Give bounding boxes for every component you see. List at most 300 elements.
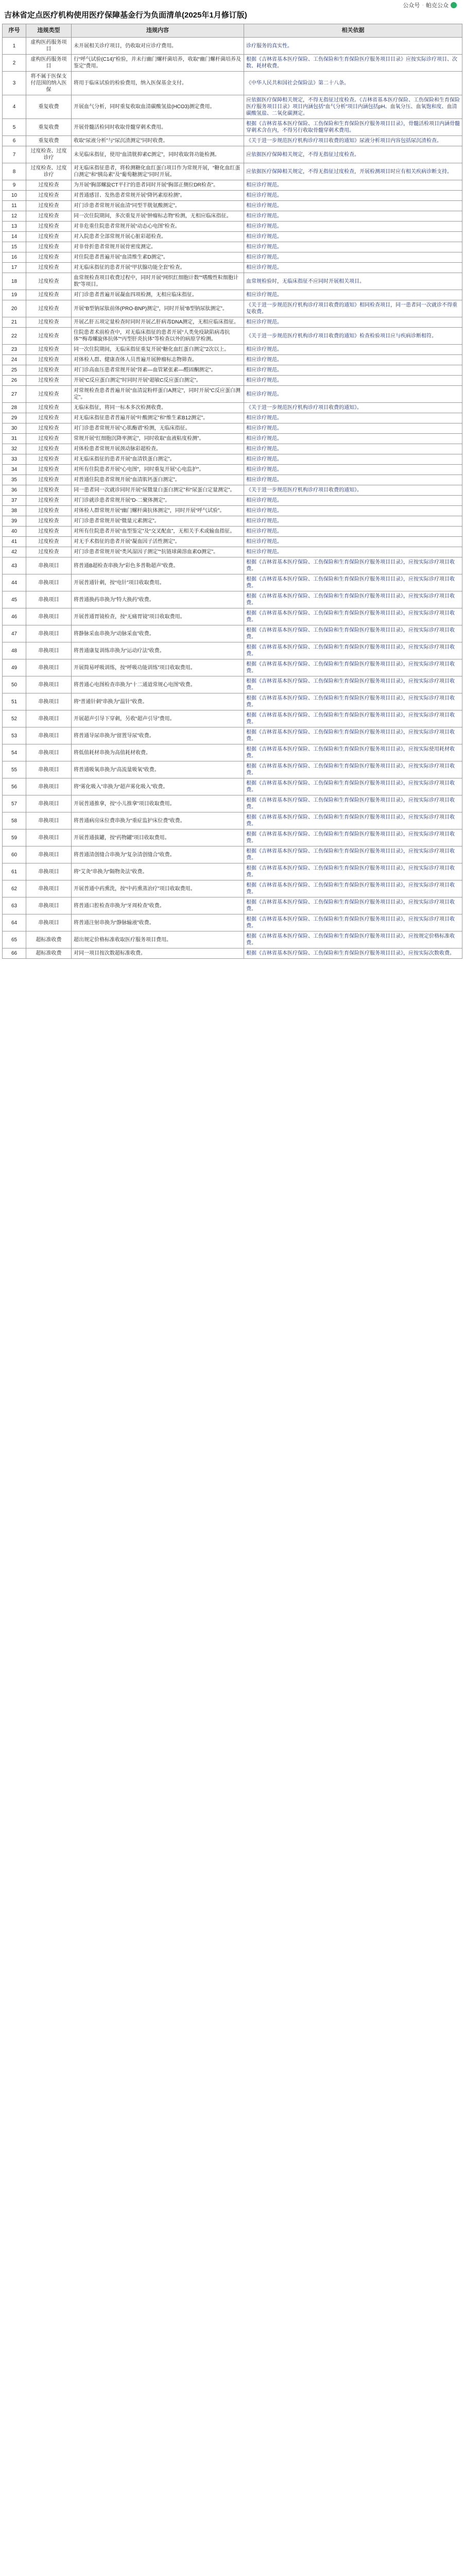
table-row — [3, 846, 462, 863]
violation-type: 串换项目 — [26, 710, 72, 727]
row-number: 35 — [3, 475, 26, 485]
violation-content: 对入院患者全部常规开展心脏彩超检查。 — [72, 232, 244, 242]
violation-content: 将静脉采血串换为“动脉采血”收费。 — [72, 625, 244, 642]
table-row — [3, 242, 462, 252]
violation-type: 串换项目 — [26, 642, 72, 659]
row-number: 31 — [3, 434, 26, 444]
related-basis: 血常规检验时，无临床指征不应同时开展相关项目。 — [244, 273, 462, 290]
table-row — [3, 55, 462, 72]
table-row — [3, 252, 462, 263]
table-row — [3, 72, 462, 95]
table-row — [3, 290, 462, 300]
related-basis: 根据《吉林省基本医疗保险、工伤保险和生育保险医疗服务项目目录》，应按实际诊疗项目收费。 — [244, 574, 462, 591]
violation-content: 对所有住院患者开展“心电图”，同时重复开展“心电监护”。 — [72, 465, 244, 475]
row-number: 48 — [3, 642, 26, 659]
violation-type: 过度检查 — [26, 365, 72, 376]
row-number: 42 — [3, 547, 26, 557]
related-basis: 相应诊疗规范。 — [244, 180, 462, 191]
related-basis: 根据《吉林省基本医疗保险、工伤保险和生育保险医疗服务项目目录》，应按实际诊疗项目收费。 — [244, 676, 462, 693]
violation-type: 串换项目 — [26, 659, 72, 676]
violation-content: 对非危重住院患者常规开展“动态心电图”检查。 — [72, 222, 244, 232]
related-basis: 根据《吉林省基本医疗保险、工伤保险和生育保险医疗服务项目目录》，应按实际诊疗项目收费。 — [244, 608, 462, 625]
row-number: 36 — [3, 485, 26, 496]
related-basis: 相应诊疗规范。 — [244, 506, 462, 516]
violation-type: 串换项目 — [26, 693, 72, 710]
violation-type: 过度检查 — [26, 454, 72, 465]
account-name: 帕克公众 — [426, 3, 449, 9]
violation-content: 开展“B型钠尿肽前体(PRO-BNP)测定”，同时开展“B型钠尿肽测定”。 — [72, 300, 244, 317]
violation-content: 将普通病房床位费串换为“重症监护床位费”收费。 — [72, 812, 244, 829]
violation-content: 将普通吸氧串换为“高流量吸氧”收费。 — [72, 761, 244, 778]
row-number: 45 — [3, 591, 26, 608]
violation-content: 对门诊高血压患者常规开展“肾素—血管紧张素—醛固酮测定”。 — [72, 365, 244, 376]
table-row — [3, 232, 462, 242]
row-number: 59 — [3, 829, 26, 846]
related-basis: 根据《吉林省基本医疗保险、工伤保险和生育保险医疗服务项目目录》，应按实际诊疗项目收费。 — [244, 659, 462, 676]
violation-content: 对常规检查患者普遍开展“血清淀粉样蛋白A测定”，同时开展“C反应蛋白测定”。 — [72, 386, 244, 403]
violation-type: 过度检查 — [26, 403, 72, 413]
row-number: 43 — [3, 557, 26, 574]
table-row — [3, 300, 462, 317]
related-basis: 根据《吉林省基本医疗保险、工伤保险和生育保险医疗服务项目目录》，应按实际诊疗项目收费。 — [244, 914, 462, 931]
row-number: 51 — [3, 693, 26, 710]
table-row — [3, 516, 462, 527]
row-number: 60 — [3, 846, 26, 863]
table-body — [3, 38, 462, 959]
account-separator: · — [422, 2, 424, 8]
table-row — [3, 485, 462, 496]
related-basis: 相应诊疗规范。 — [244, 434, 462, 444]
violation-content: 对普通感冒、发热患者常规开展“降钙素原检测”。 — [72, 191, 244, 201]
table-row — [3, 355, 462, 365]
violation-content: 对门诊患者常规开展“类风湿因子测定”“抗链球菌溶血素O测定”。 — [72, 547, 244, 557]
related-basis: 诊疗服务的真实性。 — [244, 38, 462, 55]
violation-type: 串换项目 — [26, 744, 72, 761]
related-basis: 应依据医疗保障相关规定，不得无指征过度检查。 — [244, 146, 462, 163]
related-basis: 《关于进一步规范医疗机构诊疗项目收费的通知》。 — [244, 403, 462, 413]
table-row — [3, 625, 462, 642]
related-basis: 相应诊疗规范。 — [244, 465, 462, 475]
violation-type: 超标准收费 — [26, 948, 72, 959]
violation-content: 住院患者术前检查中，对无临床指征的患者开展“人类免疫缺陷病毒抗体”“梅毒螺旋体抗体”“丙型肝炎抗体”等检查以外的病原学检测。 — [72, 328, 244, 345]
table-row — [3, 146, 462, 163]
related-basis: 根据《吉林省基本医疗保险、工伤保险和生育保险医疗服务项目目录》，应按实际诊疗项目收费。 — [244, 897, 462, 914]
table-row — [3, 163, 462, 180]
row-number: 44 — [3, 574, 26, 591]
row-number: 41 — [3, 537, 26, 547]
column-header: 违规类型 — [26, 24, 72, 38]
table-row — [3, 328, 462, 345]
wechat-icon — [451, 2, 457, 8]
violation-type: 过度检查 — [26, 527, 72, 537]
row-number: 46 — [3, 608, 26, 625]
table-row — [3, 608, 462, 625]
violation-content: 对体检人群常规开展“幽门螺杆菌抗体测定”，同时开展“呼气试验”。 — [72, 506, 244, 516]
violation-type: 串换项目 — [26, 557, 72, 574]
violation-type: 过度检查 — [26, 232, 72, 242]
table-row — [3, 317, 462, 328]
violation-type: 串换项目 — [26, 778, 72, 795]
table-row — [3, 444, 462, 454]
violation-content: 无临床指征，将同一标本多次检测收费。 — [72, 403, 244, 413]
row-number: 57 — [3, 795, 26, 812]
table-row — [3, 413, 462, 423]
table-row — [3, 136, 462, 146]
table-row — [3, 778, 462, 795]
related-basis: 根据《吉林省基本医疗保险、工伤保险和生育保险医疗服务项目目录》，应按实际诊疗项目收费。 — [244, 591, 462, 608]
violation-type: 串换项目 — [26, 795, 72, 812]
related-basis: 相应诊疗规范。 — [244, 475, 462, 485]
violation-type: 串换项目 — [26, 812, 72, 829]
related-basis: 根据《吉林省基本医疗保险、工伤保险和生育保险医疗服务项目目录》，应按实际诊疗项目收费。 — [244, 761, 462, 778]
violation-type: 串换项目 — [26, 608, 72, 625]
row-number: 62 — [3, 880, 26, 897]
table-row — [3, 180, 462, 191]
violation-type: 过度检查 — [26, 475, 72, 485]
row-number: 3 — [3, 72, 26, 95]
violation-type: 过度检查、过度诊疗 — [26, 146, 72, 163]
related-basis: 相应诊疗规范。 — [244, 444, 462, 454]
row-number: 12 — [3, 211, 26, 222]
violation-type: 重复收费 — [26, 136, 72, 146]
related-basis: 相应诊疗规范。 — [244, 386, 462, 403]
related-basis: 根据《吉林省基本医疗保险、工伤保险和生育保险医疗服务项目目录》，应按实际诊疗项目收费。 — [244, 812, 462, 829]
row-number: 33 — [3, 454, 26, 465]
row-number: 1 — [3, 38, 26, 55]
violation-content: 将低值耗材串换为高值耗材收费。 — [72, 744, 244, 761]
violation-type: 过度检查 — [26, 423, 72, 434]
column-header: 相关依据 — [244, 24, 462, 38]
related-basis: 根据《吉林省基本医疗保险、工伤保险和生育保险医疗服务项目目录》，应按实际诊疗项目收费。 — [244, 642, 462, 659]
violation-type: 串换项目 — [26, 846, 72, 863]
related-basis: 相应诊疗规范。 — [244, 211, 462, 222]
violation-type: 超标准收费 — [26, 931, 72, 948]
related-basis: 根据《吉林省基本医疗保险、工伤保险和生育保险医疗服务项目目录》应按实际诊疗项目、次数、耗材收费。 — [244, 55, 462, 72]
related-basis: 《关于进一步规范医疗机构诊疗项目收费的通知》。 — [244, 485, 462, 496]
violation-type: 串换项目 — [26, 676, 72, 693]
related-basis: 根据《吉林省基本医疗保险、工伤保险和生育保险医疗服务项目目录》，应按实际诊疗项目收费。 — [244, 880, 462, 897]
violation-content: 将普通B超检查串换为“彩色多普勒超声”收费。 — [72, 557, 244, 574]
table-row — [3, 727, 462, 744]
row-number: 37 — [3, 496, 26, 506]
row-number: 23 — [3, 345, 26, 355]
violation-type: 过度检查 — [26, 242, 72, 252]
account-label: 公众号 — [403, 3, 420, 9]
related-basis: 相应诊疗规范。 — [244, 242, 462, 252]
row-number: 64 — [3, 914, 26, 931]
related-basis: 相应诊疗规范。 — [244, 454, 462, 465]
related-basis: 根据《吉林省基本医疗保险、工伤保险和生育保险医疗服务项目目录》，应按实际诊疗项目收费。 — [244, 795, 462, 812]
violation-content: 开展普通推拿，按“小儿推拿”项目收取费用。 — [72, 795, 244, 812]
row-number: 38 — [3, 506, 26, 516]
violation-content: 将用于临床试验的检验费用，纳入医保基金支付。 — [72, 72, 244, 95]
row-number: 25 — [3, 365, 26, 376]
related-basis: 根据《吉林省基本医疗保险、工伤保险和生育保险医疗服务项目目录》，应按实际次数收费。 — [244, 948, 462, 959]
violation-content: 同一次住院期间，无临床指征重复开展“糖化血红蛋白测定”2次以上。 — [72, 345, 244, 355]
violation-type: 过度检查 — [26, 386, 72, 403]
related-basis: 相应诊疗规范。 — [244, 191, 462, 201]
violation-content: 开展血气分析，同时重复收取血清碳酸氢盐(HCO3)测定费用。 — [72, 95, 244, 119]
table-row — [3, 693, 462, 710]
table-row — [3, 795, 462, 812]
row-number: 53 — [3, 727, 26, 744]
violation-content: 对住院患者普遍开展“血清维生素D测定”。 — [72, 252, 244, 263]
row-number: 6 — [3, 136, 26, 146]
related-basis: 相应诊疗规范。 — [244, 365, 462, 376]
related-basis: 相应诊疗规范。 — [244, 345, 462, 355]
violation-type: 串换项目 — [26, 914, 72, 931]
table-row — [3, 931, 462, 948]
related-basis: 相应诊疗规范。 — [244, 413, 462, 423]
violation-type: 串换项目 — [26, 625, 72, 642]
violation-type: 串换项目 — [26, 591, 72, 608]
row-number: 28 — [3, 403, 26, 413]
row-number: 4 — [3, 95, 26, 119]
violation-content: 开展超声引导下穿刺，另收“超声引导”费用。 — [72, 710, 244, 727]
violation-type: 过度检查 — [26, 506, 72, 516]
regulation-table — [2, 24, 462, 959]
related-basis: 根据《吉林省基本医疗保险、工伤保险和生育保险医疗服务项目目录》，应按实际诊疗项目收费。 — [244, 557, 462, 574]
row-number: 58 — [3, 812, 26, 829]
violation-content: 对无临床指征患者，将检测糖化血红蛋白项目作为常规开展，“糖化血红蛋白测定”和“胰岛素”及“葡萄糖测定”同时开展。 — [72, 163, 244, 180]
row-number: 54 — [3, 744, 26, 761]
table-row — [3, 812, 462, 829]
violation-type: 过度检查 — [26, 496, 72, 506]
account-info — [403, 1, 457, 9]
table-row — [3, 574, 462, 591]
violation-type: 过度检查 — [26, 465, 72, 475]
table-row — [3, 454, 462, 465]
row-number: 14 — [3, 232, 26, 242]
table-row — [3, 948, 462, 959]
row-number: 18 — [3, 273, 26, 290]
table-row — [3, 423, 462, 434]
violation-content: 开展普通针刺，按“电针”项目收取费用。 — [72, 574, 244, 591]
violation-content: 对所有住院患者开展“血型鉴定”及“交叉配血”，无相关手术或输血指征。 — [72, 527, 244, 537]
row-number: 15 — [3, 242, 26, 252]
violation-content: 开展普通胃镜检查，按“无痛胃镜”项目收取费用。 — [72, 608, 244, 625]
row-number: 66 — [3, 948, 26, 959]
violation-content: 开展普通中药熏洗，按“中药熏蒸治疗”项目收取费用。 — [72, 880, 244, 897]
violation-type: 过度检查 — [26, 201, 72, 211]
table-row — [3, 761, 462, 778]
table-row — [3, 475, 462, 485]
table-row — [3, 527, 462, 537]
row-number: 10 — [3, 191, 26, 201]
table-row — [3, 914, 462, 931]
related-basis: 相应诊疗规范。 — [244, 355, 462, 365]
related-basis: 根据《吉林省基本医疗保险、工伤保险和生育保险医疗服务项目目录》，应按实际使用耗材收费。 — [244, 744, 462, 761]
related-basis: 相应诊疗规范。 — [244, 547, 462, 557]
related-basis: 根据《吉林省基本医疗保险、工伤保险和生育保险医疗服务项目目录》，应按实际诊疗项目收费。 — [244, 846, 462, 863]
table-row — [3, 201, 462, 211]
table-row — [3, 897, 462, 914]
violation-content: 对体检人群、健康查体人员普遍开展肿瘤标志物筛查。 — [72, 355, 244, 365]
related-basis: 根据《吉林省基本医疗保险、工伤保险和生育保险医疗服务项目目录》，应按实际诊疗项目收费。 — [244, 829, 462, 846]
violation-type: 过度检查 — [26, 516, 72, 527]
violation-content: 对体检患者常规开展颈动脉彩超检查。 — [72, 444, 244, 454]
violation-content: 开展“C反应蛋白测定”时同时开展“超敏C反应蛋白测定”。 — [72, 376, 244, 386]
violation-type: 过度检查、过度诊疗 — [26, 163, 72, 180]
related-basis: 相应诊疗规范。 — [244, 527, 462, 537]
related-basis: 相应诊疗规范。 — [244, 423, 462, 434]
table-row — [3, 465, 462, 475]
related-basis: 相应诊疗规范。 — [244, 317, 462, 328]
violation-content: 对门诊患者常规开展血清“同型半胱氨酸测定”。 — [72, 201, 244, 211]
related-basis: 根据《吉林省基本医疗保险、工伤保险和生育保险医疗服务项目目录》，应按实际诊疗项目收费。 — [244, 710, 462, 727]
row-number: 21 — [3, 317, 26, 328]
violation-content: 对门诊患者普遍开展凝血四项检测，无相应临床指征。 — [72, 290, 244, 300]
related-basis: 根据《吉林省基本医疗保险、工伤保险和生育保险医疗服务项目目录》，应按实际诊疗项目收费。 — [244, 863, 462, 880]
related-basis: 相应诊疗规范。 — [244, 232, 462, 242]
table-row — [3, 591, 462, 608]
violation-type: 过度检查 — [26, 434, 72, 444]
table-row — [3, 403, 462, 413]
violation-type: 过度检查 — [26, 444, 72, 454]
related-basis: 根据《吉林省基本医疗保险、工伤保险和生育保险医疗服务项目目录》，应按规定价格标准收费。 — [244, 931, 462, 948]
table-row — [3, 537, 462, 547]
violation-content: 为开展“胸部螺旋CT平扫”的患者同时开展“胸部正侧位DR检查”。 — [72, 180, 244, 191]
table-row — [3, 263, 462, 273]
row-number: 65 — [3, 931, 26, 948]
row-number: 11 — [3, 201, 26, 211]
violation-content: 将普通清创缝合串换为“复杂清创缝合”收费。 — [72, 846, 244, 863]
row-number: 49 — [3, 659, 26, 676]
violation-content: 对门诊患者常规开展“心肌酶谱”检测，无临床指征。 — [72, 423, 244, 434]
row-number: 56 — [3, 778, 26, 795]
row-number: 63 — [3, 897, 26, 914]
violation-content: 同一患者同一次就诊同时开展“尿微量白蛋白测定”和“尿蛋白定量测定”。 — [72, 485, 244, 496]
violation-content: 将“普通针刺”串换为“温针”收费。 — [72, 693, 244, 710]
table-row — [3, 744, 462, 761]
violation-type: 过度检查 — [26, 273, 72, 290]
violation-type: 过度检查 — [26, 317, 72, 328]
table-row — [3, 222, 462, 232]
violation-content: 开展骨髓活检同时收取骨髓穿刺术费用。 — [72, 119, 244, 136]
violation-content: 对无临床指征患者普遍开展“叶酸测定”和“维生素B12测定”。 — [72, 413, 244, 423]
violation-type: 串换项目 — [26, 727, 72, 744]
column-header: 违规内容 — [72, 24, 244, 38]
row-number: 2 — [3, 55, 26, 72]
table-row — [3, 345, 462, 355]
related-basis: 相应诊疗规范。 — [244, 516, 462, 527]
violation-type: 串换项目 — [26, 863, 72, 880]
violation-content: 将普通康复训练串换为“运动疗法”收费。 — [72, 642, 244, 659]
related-basis: 《关于进一步规范医疗机构诊疗项目收费的通知》相同检查项目，同一患者同一次就诊不得重复收费。 — [244, 300, 462, 317]
related-basis: 相应诊疗规范。 — [244, 263, 462, 273]
table-row — [3, 710, 462, 727]
row-number: 17 — [3, 263, 26, 273]
violation-content: 对无临床指征的患者开展“血清铁蛋白测定”。 — [72, 454, 244, 465]
violation-content: 将“艾灸”串换为“隔物灸法”收费。 — [72, 863, 244, 880]
violation-type: 过度检查 — [26, 547, 72, 557]
related-basis: 应依据医疗保障相关规定，不得无指征过度检查，开展检测项目时应有相关疾病诊断支持。 — [244, 163, 462, 180]
violation-type: 过度检查 — [26, 345, 72, 355]
row-number: 22 — [3, 328, 26, 345]
related-basis: 根据《吉林省基本医疗保险、工伤保险和生育保险医疗服务项目目录》，应按实际诊疗项目收费。 — [244, 727, 462, 744]
related-basis: 《关于进一步规范医疗机构诊疗项目收费的通知》尿液分析项目内容包括尿沉渣检查。 — [244, 136, 462, 146]
violation-type: 过度检查 — [26, 300, 72, 317]
table-row — [3, 547, 462, 557]
table-row — [3, 863, 462, 880]
row-number: 27 — [3, 386, 26, 403]
table-row — [3, 434, 462, 444]
violation-type: 过度检查 — [26, 413, 72, 423]
related-basis: 相应诊疗规范。 — [244, 252, 462, 263]
violation-content: 对非骨折患者常规开展骨密度测定。 — [72, 242, 244, 252]
violation-type: 过度检查 — [26, 485, 72, 496]
violation-content: 开展普通拔罐，按“药物罐”项目收取费用。 — [72, 829, 244, 846]
row-number: 13 — [3, 222, 26, 232]
table-row — [3, 191, 462, 201]
row-number: 26 — [3, 376, 26, 386]
violation-type: 过度检查 — [26, 355, 72, 365]
row-number: 9 — [3, 180, 26, 191]
row-number: 19 — [3, 290, 26, 300]
violation-content: 开展乙肝五项定量检查时同时开展乙肝病毒DNA测定，无相应临床指征。 — [72, 317, 244, 328]
row-number: 20 — [3, 300, 26, 317]
violation-content: 同一次住院期间，多次重复开展“肿瘤标志物”检测，无相应临床指征。 — [72, 211, 244, 222]
violation-type: 重复收费 — [26, 119, 72, 136]
related-basis: 相应诊疗规范。 — [244, 537, 462, 547]
table-row — [3, 376, 462, 386]
violation-content: 将普通口腔检查串换为“牙周检查”收费。 — [72, 897, 244, 914]
violation-content: 行“呼气试验(C14)”检验，并未行幽门螺杆菌培养，收取“幽门螺杆菌培养及鉴定”费用。 — [72, 55, 244, 72]
violation-type: 虚构医药服务项目 — [26, 55, 72, 72]
table-row — [3, 386, 462, 403]
violation-content: 对同一项目按次数超标准收费。 — [72, 948, 244, 959]
table-row — [3, 273, 462, 290]
violation-type: 虚构医药服务项目 — [26, 38, 72, 55]
row-number: 30 — [3, 423, 26, 434]
table-row — [3, 642, 462, 659]
violation-content: 将普通换药串换为“特大换药”收费。 — [72, 591, 244, 608]
violation-content: 对无手术指征的患者开展“凝血因子活性测定”。 — [72, 537, 244, 547]
violation-content: 未开展相关诊疗项目，仍收取对应诊疗费用。 — [72, 38, 244, 55]
table-row — [3, 119, 462, 136]
related-basis: 相应诊疗规范。 — [244, 290, 462, 300]
table-row — [3, 95, 462, 119]
row-number: 50 — [3, 676, 26, 693]
row-number: 32 — [3, 444, 26, 454]
violation-content: 对门诊就诊患者常规开展“D-二聚体测定”。 — [72, 496, 244, 506]
violation-content: 血常规检查项目收费过程中，同时开展“网织红细胞计数”“嗜酸性粒细胞计数”等项目。 — [72, 273, 244, 290]
violation-content: 开展简易呼吸训练，按“呼吸功能训练”项目收取费用。 — [72, 659, 244, 676]
row-number: 5 — [3, 119, 26, 136]
related-basis: 根据《吉林省基本医疗保险、工伤保险和生育保险医疗服务项目目录》，骨髓活检项目内涵骨髓穿刺术含在内，不得另行收取骨髓穿刺术费用。 — [244, 119, 462, 136]
violation-type: 将不属于医保支付范围的纳入医保 — [26, 72, 72, 95]
violation-type: 过度检查 — [26, 376, 72, 386]
violation-type: 过度检查 — [26, 191, 72, 201]
table-row — [3, 880, 462, 897]
violation-content: 将普通导尿串换为“留置导尿”收费。 — [72, 727, 244, 744]
violation-content: 将普通注射串换为“静脉输液”收费。 — [72, 914, 244, 931]
page-title: 吉林省定点医疗机构使用医疗保障基金行为负面清单(2025年1月修订版) — [4, 11, 247, 20]
related-basis: 《关于进一步规范医疗机构诊疗项目收费的通知》检查检验项目应与疾病诊断相符。 — [244, 328, 462, 345]
row-number: 61 — [3, 863, 26, 880]
row-number: 47 — [3, 625, 26, 642]
violation-type: 过度检查 — [26, 263, 72, 273]
row-number: 34 — [3, 465, 26, 475]
table-row — [3, 676, 462, 693]
table-row — [3, 659, 462, 676]
violation-content: 将普通心电图检查串换为“十二通道常规心电图”收费。 — [72, 676, 244, 693]
violation-type: 串换项目 — [26, 761, 72, 778]
violation-type: 过度检查 — [26, 252, 72, 263]
violation-content: 常规开展“红细胞沉降率测定”，同时收取“血液粘度检测”。 — [72, 434, 244, 444]
related-basis: 应依据医疗保障相关规定，不得无指征过度检查。《吉林省基本医疗保险、工伤保险和生育保险医疗服务项目目录》项目内涵包括“血气分析”项目内涵包括pH、血氧分压、血氧饱和度、血清碳酸氢盐、二氧化碳测定。 — [244, 95, 462, 119]
row-number: 40 — [3, 527, 26, 537]
